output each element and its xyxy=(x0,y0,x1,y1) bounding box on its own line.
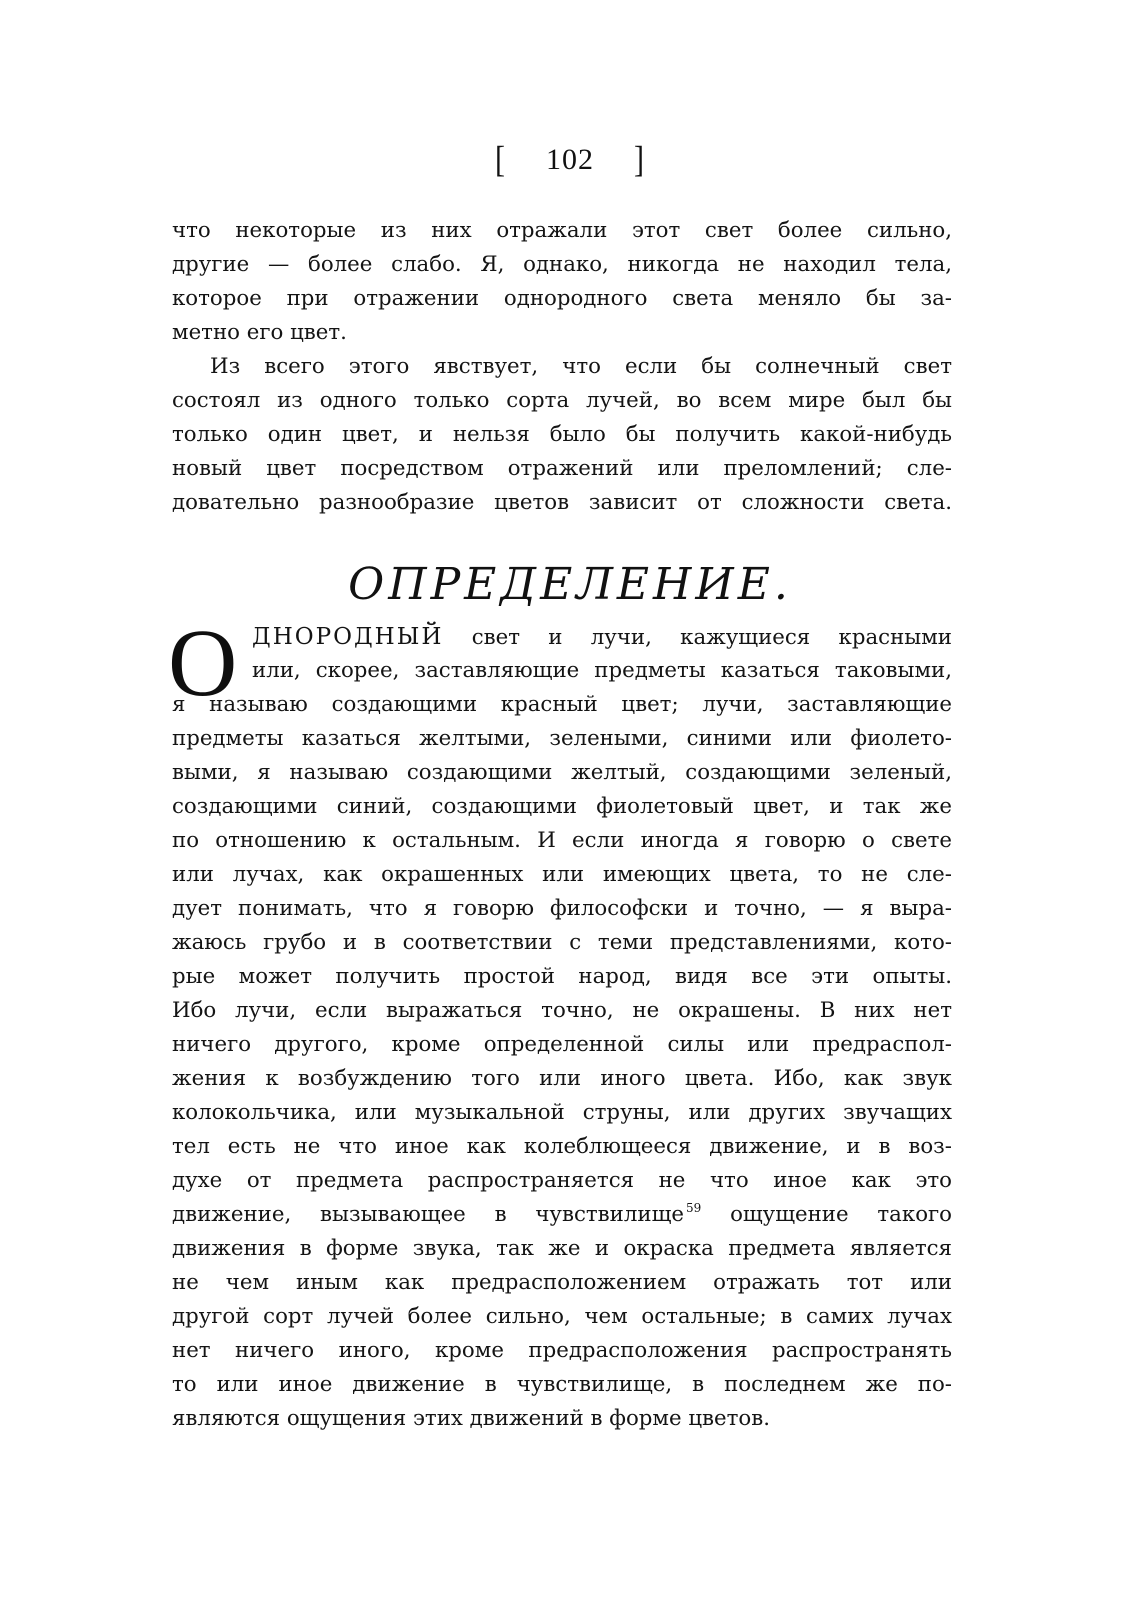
drop-cap: О xyxy=(168,609,238,716)
text-line: состоял из одного только сорта лучей, во всем мире был бы xyxy=(172,388,952,413)
definition-paragraph xyxy=(172,620,952,1436)
footnote-marker[interactable]: 59 xyxy=(685,1201,702,1215)
footnote-line-after: ощущение такого xyxy=(730,1202,952,1227)
text-line: предметы казаться желтыми, зелеными, синими или фиолето- xyxy=(172,726,952,751)
text-line: только один цвет, и нельзя было бы получить какой-нибудь xyxy=(172,422,952,447)
text-line: являются ощущения этих движений в форме цветов. xyxy=(172,1406,770,1431)
footnote-line-before: движение, вызывающее в чувствилище xyxy=(172,1202,684,1227)
text-line: то или иное движение в чувствилище, в последнем же по- xyxy=(172,1372,952,1397)
text-line: дует понимать, что я говорю философски и точно, — я выра- xyxy=(172,896,952,921)
text-line: новый цвет посредством отражений или преломлений; сле- xyxy=(172,456,952,481)
first-line-tail: свет и лучи, кажущиеся красными xyxy=(471,625,952,650)
page-number xyxy=(0,140,1140,180)
text-line: другой сорт лучей более сильно, чем остальные; в самих лучах xyxy=(172,1304,952,1329)
text-line: тел есть не что иное как колеблющееся движение, и в воз- xyxy=(172,1134,952,1159)
first-word: ДНОРОДНЫЙ xyxy=(252,624,444,650)
text-line: довательно разнообразие цветов зависит от сложности света. xyxy=(172,490,952,515)
text-line-first xyxy=(172,620,952,654)
text-line: метно его цвет. xyxy=(172,320,347,345)
text-line: которое при отражении однородного света меняло бы за- xyxy=(172,286,952,311)
section-heading: ОПРЕДЕЛЕНИЕ. xyxy=(348,559,792,610)
text-line: жаюсь грубо и в соответствии с теми представлениями, кото- xyxy=(172,930,952,955)
text-line: рые может получить простой народ, видя все эти опыты. xyxy=(172,964,952,989)
text-line: нет ничего иного, кроме предрасположения распространять xyxy=(172,1338,952,1363)
text-line: Ибо лучи, если выражаться точно, не окрашены. В них нет xyxy=(172,998,952,1023)
text-line: или, скорее, заставляющие предметы казаться таковыми, xyxy=(252,658,952,683)
bracket-close: ] xyxy=(634,138,645,180)
text-line: духе от предмета распространяется не что иное как это xyxy=(172,1168,952,1193)
text-line: или лучах, как окрашенных или имеющих цвета, то не сле- xyxy=(172,862,952,887)
text-line: жения к возбуждению того или иного цвета. Ибо, как звук xyxy=(172,1066,952,1091)
top-paragraphs xyxy=(172,214,952,520)
text-line-footnote xyxy=(172,1198,952,1232)
text-line: Из всего этого явствует, что если бы солнечный свет xyxy=(210,354,952,379)
text-line: что некоторые из них отражали этот свет более сильно, xyxy=(172,218,952,243)
text-line: движения в форме звука, так же и окраска предмета является xyxy=(172,1236,952,1261)
bracket-open: [ xyxy=(495,138,506,180)
text-line: выми, я называю создающими желтый, создающими зеленый, xyxy=(172,760,952,785)
text-line: я называю создающими красный цвет; лучи, заставляющие xyxy=(172,692,952,717)
text-line: не чем иным как предрасположением отражать тот или xyxy=(172,1270,952,1295)
text-line: колокольчика, или музыкальной струны, или других звучащих xyxy=(172,1100,952,1125)
text-line: по отношению к остальным. И если иногда я говорю о свете xyxy=(172,828,952,853)
page-number-value: 102 xyxy=(546,143,594,176)
text-line: ничего другого, кроме определенной силы или предраспол- xyxy=(172,1032,952,1057)
text-line: создающими синий, создающими фиолетовый цвет, и так же xyxy=(172,794,952,819)
text-line: другие — более слабо. Я, однако, никогда не находил тела, xyxy=(172,252,952,277)
